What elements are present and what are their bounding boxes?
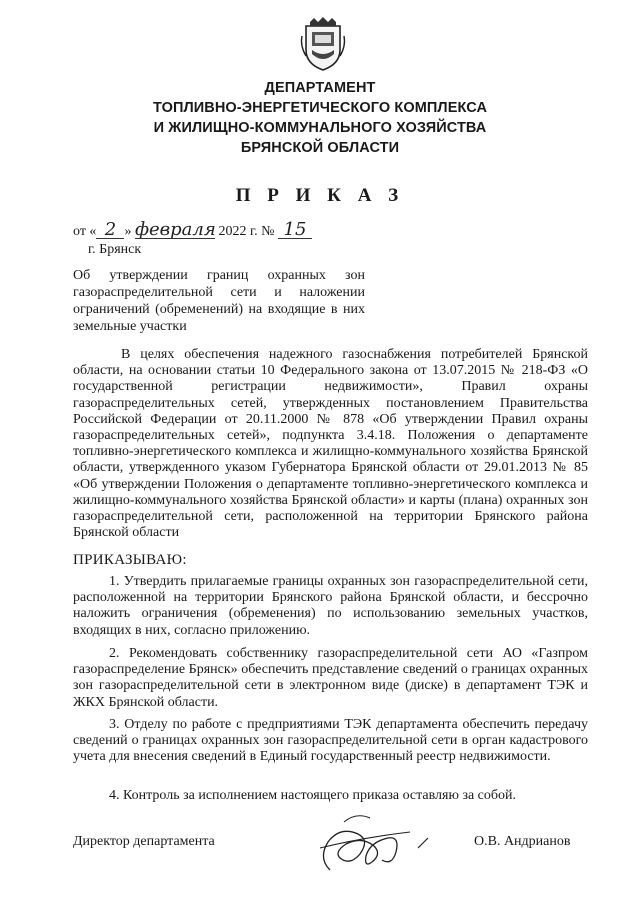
signatory-position: Директор департамента — [73, 834, 215, 849]
order-item-1: 1. Утвердить прилагаемые границы охранных зон газораспределительной сети, расположенной на территории Брянского района Брянской области, и бессрочно наложить ограничения (обременения) по использованию земельных участков, входящих в них, согласно приложению. — [73, 574, 588, 638]
department-line-2: ТОПЛИВНО-ЭНЕРГЕТИЧЕСКОГО КОМПЛЕКСА — [152, 100, 488, 116]
city: г. Брянск — [88, 242, 142, 257]
date-year: 2022 г. — [218, 224, 258, 239]
department-line-4: БРЯНСКОЙ ОБЛАСТИ — [240, 140, 400, 156]
order-number: 15 — [278, 222, 312, 239]
order-subject: Об утверждении границ охранных зон газораспределительной сети и наложении ограничений (обременений) на входящие в них земельные участки — [73, 268, 365, 334]
number-sign: № — [261, 224, 275, 239]
date-quote: » — [124, 224, 132, 239]
department-line-3: И ЖИЛИЩНО-КОММУНАЛЬНОГО ХОЗЯЙСТВА — [153, 120, 487, 136]
handwritten-signature — [300, 808, 440, 878]
order-item-4: 4. Контроль за исполнением настоящего приказа оставляю за собой. — [109, 788, 517, 803]
date-month: февраля — [134, 219, 216, 240]
order-item-2: 2. Рекомендовать собственнику газораспределительной сети АО «Газпром газораспределение Брянск» обеспечить представление сведений о границах охранных зон газораспределительной сети в электронном виде (диске) в департамент ТЭК и ЖКХ Брянской области. — [73, 646, 588, 710]
date-prefix: от « — [73, 224, 97, 239]
order-directive-word: ПРИКАЗЫВАЮ: — [73, 552, 187, 568]
preamble-paragraph: В целях обеспечения надежного газоснабжения потребителей Брянской области, на основании статьи 10 Федерального закона от 13.07.2015 № 218-ФЗ «О государственной регистрации недвижимости», Правил охраны газораспределительных сетей, утвержденных постановлением Правительства Российской Федерации от 20.11.2000 № 878 «Об утверждении Правил охраны газораспределительных сетей», подпункта 3.4.18. Положения о департаменте топливно-энергетического комплекса и жилищно-коммунального хозяйства Брянской области, утвержденного указом Губернатора Брянской области от 29.01.2013 № 85 «Об утверждении Положения о департаменте топливно-энергетического комплекса и жилищно-коммунального хозяйства Брянской области» и карты (плана) охранных зон газораспределительной сети, расположенной на территории Брянского района Брянской области — [73, 347, 588, 541]
department-name — [60, 78, 580, 158]
date-day: 2 — [96, 222, 124, 239]
order-date-line — [73, 219, 373, 240]
signatory-name: О.В. Андрианов — [474, 834, 571, 849]
document-title: П Р И К А З — [235, 185, 405, 206]
order-item-3: 3. Отделу по работе с предприятиями ТЭК департамента обеспечить передачу сведений о границах охранных зон газораспределительной сети в орган кадастрового учета для внесения сведений в Единый государственный реестр недвижимости. — [73, 717, 588, 765]
department-line-1: ДЕПАРТАМЕНТ — [264, 80, 376, 96]
coat-of-arms-emblem — [298, 16, 348, 72]
